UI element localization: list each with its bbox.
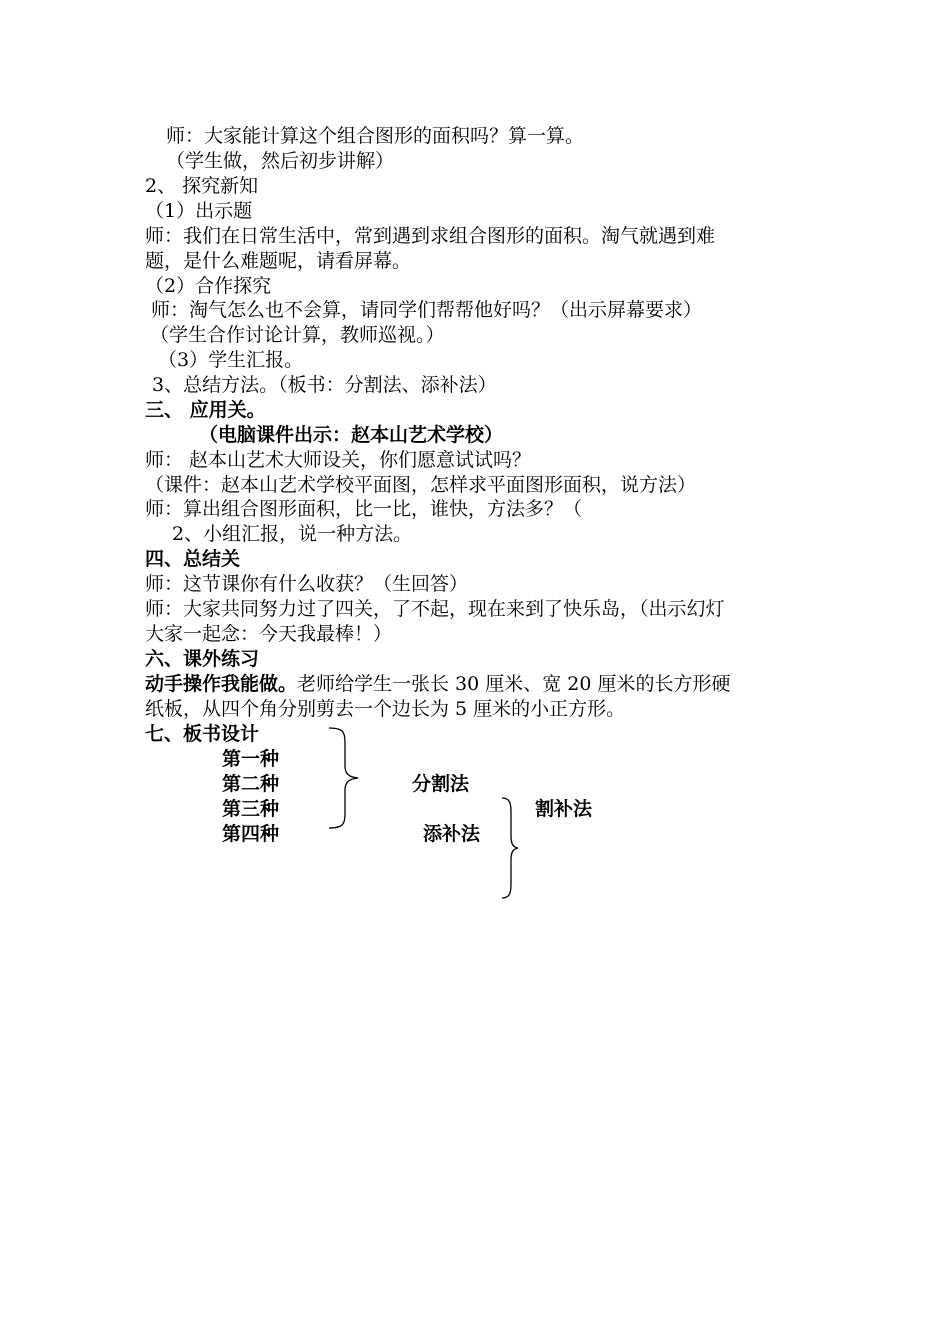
paragraph-line: 大家一起念：今天我最棒！） [145, 623, 393, 645]
paragraph-line: 3、总结方法。（板书：分割法、添补法） [152, 374, 497, 396]
paragraph-line: 师： 赵本山艺术大师设关，你们愿意试试吗？ [145, 449, 532, 471]
paragraph-line: 题，是什么难题呢，请看屏幕。 [145, 250, 412, 272]
paragraph-line: （学生做，然后初步讲解） [166, 150, 395, 172]
board-method-divide: 分割法 [412, 773, 470, 795]
paragraph-line [145, 672, 731, 696]
paragraph-line: （课件：赵本山艺术学校平面图，怎样求平面图形面积，说方法） [145, 474, 697, 496]
paragraph-text: 老师给学生一张长 30 厘米、宽 20 厘米的长方形硬 [297, 673, 731, 695]
subsection-heading: （2）合作探究 [145, 275, 272, 297]
board-item: 第二种 [222, 773, 280, 795]
board-item: 第三种 [222, 798, 280, 820]
paragraph-line: 师：我们在日常生活中，常到遇到求组合图形的面积。淘气就遇到难 [145, 225, 716, 247]
right-brace-icon [325, 726, 365, 830]
section-heading: 七、板书设计 [145, 723, 260, 745]
paragraph-line: （学生合作讨论计算，教师巡视。） [150, 324, 445, 346]
board-item: 第一种 [222, 748, 280, 770]
paragraph-line: 师：大家能计算这个组合图形的面积吗？算一算。 [166, 125, 585, 147]
paragraph-line: 师：淘气怎么也不会算，请同学们帮帮他好吗？（出示屏幕要求） [151, 299, 703, 321]
board-item: 第四种 [222, 823, 280, 845]
paragraph-line: 纸板，从四个角分别剪去一个边长为 5 厘米的小正方形。 [145, 698, 626, 720]
paragraph-line: 2、小组汇报，说一种方法。 [172, 523, 413, 545]
paragraph-line: 师：算出组合图形面积，比一比，谁快，方法多？（ [145, 498, 583, 520]
paragraph-line: 师：大家共同努力过了四关，了不起，现在来到了快乐岛，（出示幻灯 [145, 598, 725, 620]
emphasis-text: 动手操作我能做。 [145, 673, 298, 695]
subsection-heading: （1）出示题 [145, 200, 253, 222]
paragraph-line: 师：这节课你有什么收获？（生回答） [145, 573, 469, 595]
paragraph-line: （电脑课件出示：赵本山艺术学校） [199, 424, 504, 446]
board-summary: 割补法 [535, 798, 593, 820]
right-brace-icon [499, 796, 527, 900]
subsection-heading: （3）学生汇报。 [158, 349, 304, 371]
section-heading: 三、 应用关。 [145, 399, 266, 421]
section-heading: 四、总结关 [145, 548, 241, 570]
section-heading: 六、课外练习 [145, 648, 260, 670]
section-heading: 2、 探究新知 [145, 175, 259, 197]
board-method-add: 添补法 [423, 823, 481, 845]
